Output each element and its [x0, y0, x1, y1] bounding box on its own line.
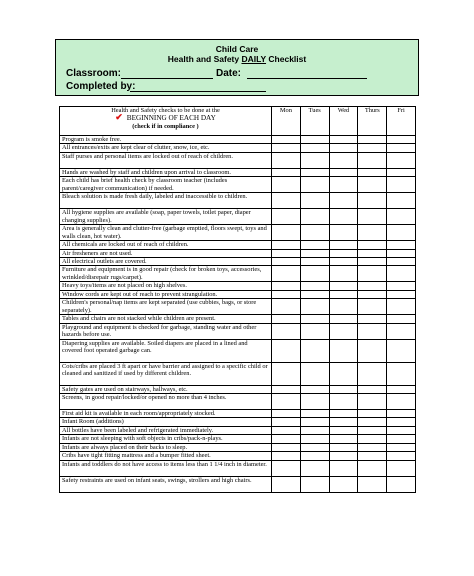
check-cell-wed[interactable]	[329, 443, 358, 451]
check-cell-tues[interactable]	[300, 435, 329, 443]
table-row	[60, 385, 416, 393]
check-cell-mon[interactable]	[272, 410, 301, 418]
day-header-thurs: Thurs	[358, 107, 387, 136]
check-cell-wed[interactable]	[329, 241, 358, 249]
check-cell-wed[interactable]	[329, 315, 358, 323]
checklist-item: Furniture and equipment is in good repair (check for broken toys, accessories, wrinkled/disrepair rugs/carpet).	[60, 266, 272, 282]
table-row	[60, 282, 416, 290]
header-title-line2	[56, 54, 418, 64]
checklist-item: Heavy toys/items are not placed on high shelves.	[60, 282, 272, 290]
check-cell-fri[interactable]	[387, 299, 416, 315]
checklist-item: Air fresheners are not used.	[60, 249, 272, 257]
check-cell-mon[interactable]	[272, 443, 301, 451]
check-cell-wed[interactable]	[329, 266, 358, 282]
check-cell-mon[interactable]	[272, 144, 301, 152]
check-cell-fri[interactable]	[387, 152, 416, 168]
check-cell-tues[interactable]	[300, 460, 329, 476]
table-row	[60, 136, 416, 144]
check-cell-thurs[interactable]	[358, 435, 387, 443]
classroom-field[interactable]	[121, 78, 213, 79]
check-cell-wed[interactable]	[329, 258, 358, 266]
check-cell-tues[interactable]	[300, 168, 329, 176]
check-cell-thurs[interactable]	[358, 299, 387, 315]
heading-line1: Health and Safety checks to be done at the	[111, 107, 220, 114]
check-cell-wed[interactable]	[329, 168, 358, 176]
table-row	[60, 177, 416, 193]
check-cell-tues[interactable]	[300, 144, 329, 152]
check-cell-mon[interactable]	[272, 385, 301, 393]
check-cell-mon[interactable]	[272, 152, 301, 168]
checklist-item: Infants are always placed on their backs to sleep.	[60, 443, 272, 451]
table-row	[60, 225, 416, 241]
check-cell-thurs[interactable]	[358, 168, 387, 176]
check-cell-tues[interactable]	[300, 249, 329, 257]
check-cell-wed[interactable]	[329, 452, 358, 460]
check-cell-wed[interactable]	[329, 385, 358, 393]
check-cell-tues[interactable]	[300, 258, 329, 266]
check-cell-fri[interactable]	[387, 315, 416, 323]
check-cell-mon[interactable]	[272, 426, 301, 434]
check-cell-fri[interactable]	[387, 323, 416, 339]
check-cell-tues[interactable]	[300, 209, 329, 225]
check-cell-fri[interactable]	[387, 258, 416, 266]
check-cell-thurs[interactable]	[358, 144, 387, 152]
checklist-item: Diapering supplies are available. Soiled diapers are placed in a lined and covered foot operated garbage can.	[60, 339, 272, 362]
check-cell-thurs[interactable]	[358, 339, 387, 362]
check-cell-thurs[interactable]	[358, 476, 387, 492]
checklist-item: Hands are washed by staff and children upon arrival to classroom.	[60, 168, 272, 176]
check-cell-thurs[interactable]	[358, 249, 387, 257]
checklist-item: Window cords are kept out of reach to prevent strangulation.	[60, 290, 272, 298]
checklist-item: All chemicals are locked out of reach of children.	[60, 241, 272, 249]
check-cell-wed[interactable]	[329, 282, 358, 290]
check-cell-fri[interactable]	[387, 362, 416, 385]
check-cell-mon[interactable]	[272, 258, 301, 266]
check-cell-fri[interactable]	[387, 136, 416, 144]
table-row	[60, 152, 416, 168]
check-cell-thurs[interactable]	[358, 209, 387, 225]
checklist-item: Cribs have tight fitting mattress and a bumper fitted sheet.	[60, 452, 272, 460]
check-cell-tues[interactable]	[300, 290, 329, 298]
title-part-post: Checklist	[266, 54, 307, 64]
table-row	[60, 460, 416, 476]
checklist-item: All bottles have been labeled and refrigerated immediately.	[60, 426, 272, 434]
check-cell-mon[interactable]	[272, 418, 301, 426]
table-row	[60, 323, 416, 339]
check-cell-wed[interactable]	[329, 177, 358, 193]
checklist-item: Playground and equipment is checked for garbage, standing water and other hazards before use.	[60, 323, 272, 339]
date-label: Date:	[216, 68, 242, 79]
check-cell-thurs[interactable]	[358, 266, 387, 282]
check-cell-mon[interactable]	[272, 225, 301, 241]
check-cell-fri[interactable]	[387, 426, 416, 434]
check-cell-thurs[interactable]	[358, 225, 387, 241]
check-cell-tues[interactable]	[300, 426, 329, 434]
check-cell-mon[interactable]	[272, 177, 301, 193]
check-cell-tues[interactable]	[300, 315, 329, 323]
check-cell-fri[interactable]	[387, 225, 416, 241]
check-cell-fri[interactable]	[387, 435, 416, 443]
heading-line2: BEGINNING OF EACH DAY	[126, 114, 216, 123]
section-heading: Infant Room (additions)	[60, 418, 272, 426]
check-cell-fri[interactable]	[387, 282, 416, 290]
table-row	[60, 435, 416, 443]
check-cell-thurs[interactable]	[358, 152, 387, 168]
checklist-item: Area is generally clean and clutter-free (garbage emptied, floors swept, toys and walls clean, hot water).	[60, 225, 272, 241]
check-cell-wed[interactable]	[329, 394, 358, 410]
checklist-item: Safety restraints are used on infant seats, swings, strollers and high chairs.	[60, 476, 272, 492]
checklist-item: Safety gates are used on stairways, hallways, etc.	[60, 385, 272, 393]
check-cell-thurs[interactable]	[358, 443, 387, 451]
table-row	[60, 209, 416, 225]
check-cell-tues[interactable]	[300, 410, 329, 418]
check-cell-thurs[interactable]	[358, 177, 387, 193]
checklist-item: All entrances/exits are kept clear of clutter, snow, ice, etc.	[60, 144, 272, 152]
checklist-item: First aid kit is available in each room/appropriately stocked.	[60, 410, 272, 418]
check-cell-wed[interactable]	[329, 323, 358, 339]
check-cell-wed[interactable]	[329, 152, 358, 168]
red-checkmark-icon: ✔	[115, 112, 123, 123]
check-cell-wed[interactable]	[329, 418, 358, 426]
check-cell-fri[interactable]	[387, 193, 416, 209]
check-cell-tues[interactable]	[300, 177, 329, 193]
checklist-item: Each child has brief health check by classroom teacher (includes parent/caregiver communication) if needed.	[60, 177, 272, 193]
check-cell-mon[interactable]	[272, 362, 301, 385]
table-row	[60, 241, 416, 249]
check-cell-thurs[interactable]	[358, 282, 387, 290]
table-row	[60, 290, 416, 298]
check-cell-fri[interactable]	[387, 209, 416, 225]
table-row	[60, 452, 416, 460]
check-cell-wed[interactable]	[329, 225, 358, 241]
check-cell-mon[interactable]	[272, 193, 301, 209]
check-cell-mon[interactable]	[272, 249, 301, 257]
table-row	[60, 266, 416, 282]
checklist-item: All hygiene supplies are available (soap, paper towels, toilet paper, diaper changing supplies).	[60, 209, 272, 225]
check-cell-fri[interactable]	[387, 394, 416, 410]
check-cell-thurs[interactable]	[358, 426, 387, 434]
check-cell-mon[interactable]	[272, 168, 301, 176]
table-row	[60, 249, 416, 257]
check-cell-tues[interactable]	[300, 323, 329, 339]
check-cell-fri[interactable]	[387, 241, 416, 249]
check-cell-mon[interactable]	[272, 241, 301, 249]
check-cell-fri[interactable]	[387, 144, 416, 152]
check-cell-mon[interactable]	[272, 323, 301, 339]
check-cell-fri[interactable]	[387, 443, 416, 451]
check-cell-tues[interactable]	[300, 418, 329, 426]
check-cell-fri[interactable]	[387, 290, 416, 298]
checklist-item: Infants are not sleeping with soft objects in cribs/pack-n-plays.	[60, 435, 272, 443]
check-cell-mon[interactable]	[272, 136, 301, 144]
table-row	[60, 315, 416, 323]
table-row	[60, 443, 416, 451]
title-part-pre: Health and Safety	[167, 54, 242, 64]
table-header-row	[60, 107, 416, 136]
check-cell-tues[interactable]	[300, 452, 329, 460]
check-cell-tues[interactable]	[300, 225, 329, 241]
table-row	[60, 258, 416, 266]
day-header-wed: Wed	[329, 107, 358, 136]
check-cell-mon[interactable]	[272, 290, 301, 298]
check-cell-wed[interactable]	[329, 209, 358, 225]
check-cell-tues[interactable]	[300, 193, 329, 209]
checklist-header	[55, 39, 419, 96]
check-cell-fri[interactable]	[387, 177, 416, 193]
check-cell-fri[interactable]	[387, 266, 416, 282]
check-cell-fri[interactable]	[387, 385, 416, 393]
check-cell-tues[interactable]	[300, 152, 329, 168]
table-row	[60, 193, 416, 209]
check-cell-tues[interactable]	[300, 476, 329, 492]
check-cell-tues[interactable]	[300, 443, 329, 451]
check-cell-fri[interactable]	[387, 339, 416, 362]
table-row	[60, 299, 416, 315]
check-cell-thurs[interactable]	[358, 323, 387, 339]
table-row	[60, 168, 416, 176]
check-cell-fri[interactable]	[387, 460, 416, 476]
check-cell-tues[interactable]	[300, 282, 329, 290]
check-cell-thurs[interactable]	[358, 452, 387, 460]
table-row	[60, 426, 416, 434]
check-cell-thurs[interactable]	[358, 258, 387, 266]
checklist-item: Staff purses and personal items are locked out of reach of children.	[60, 152, 272, 168]
check-cell-thurs[interactable]	[358, 410, 387, 418]
check-cell-mon[interactable]	[272, 282, 301, 290]
check-cell-mon[interactable]	[272, 394, 301, 410]
day-header-fri: Fri	[387, 107, 416, 136]
check-cell-fri[interactable]	[387, 476, 416, 492]
checklist-item: Bleach solution is made fresh daily, labeled and inaccessible to children.	[60, 193, 272, 209]
check-cell-wed[interactable]	[329, 249, 358, 257]
check-cell-wed[interactable]	[329, 144, 358, 152]
check-cell-thurs[interactable]	[358, 136, 387, 144]
check-cell-tues[interactable]	[300, 362, 329, 385]
check-cell-mon[interactable]	[272, 315, 301, 323]
checklist-item: Screens, in good repair/locked/or opened no more than 4 inches.	[60, 394, 272, 410]
title-part-daily: DAILY	[241, 54, 267, 64]
check-cell-wed[interactable]	[329, 460, 358, 476]
checklist-item: Infants and toddlers do not have access to items less than 1 1/4 inch in diameter.	[60, 460, 272, 476]
checklist-item: Program is smoke free.	[60, 136, 272, 144]
check-cell-wed[interactable]	[329, 476, 358, 492]
check-cell-wed[interactable]	[329, 193, 358, 209]
check-cell-thurs[interactable]	[358, 290, 387, 298]
check-cell-mon[interactable]	[272, 452, 301, 460]
check-cell-mon[interactable]	[272, 299, 301, 315]
check-cell-tues[interactable]	[300, 266, 329, 282]
date-field[interactable]	[247, 78, 367, 79]
table-row	[60, 476, 416, 492]
check-cell-fri[interactable]	[387, 168, 416, 176]
checklist-item: All electrical outlets are covered.	[60, 258, 272, 266]
check-cell-wed[interactable]	[329, 410, 358, 418]
check-cell-thurs[interactable]	[358, 241, 387, 249]
check-cell-tues[interactable]	[300, 394, 329, 410]
check-cell-tues[interactable]	[300, 299, 329, 315]
completed-by-field[interactable]	[130, 91, 266, 92]
header-title-line1: Child Care	[215, 44, 259, 54]
day-header-tues: Tues	[300, 107, 329, 136]
check-cell-wed[interactable]	[329, 426, 358, 434]
check-cell-fri[interactable]	[387, 452, 416, 460]
check-cell-wed[interactable]	[329, 290, 358, 298]
check-cell-mon[interactable]	[272, 266, 301, 282]
table-row	[60, 339, 416, 362]
check-cell-thurs[interactable]	[358, 418, 387, 426]
check-cell-wed[interactable]	[329, 339, 358, 362]
check-cell-wed[interactable]	[329, 299, 358, 315]
checklist-item: Children's personal/nap items are kept separated (use cubbies, bags, or store separately).	[60, 299, 272, 315]
check-cell-thurs[interactable]	[358, 193, 387, 209]
check-cell-mon[interactable]	[272, 209, 301, 225]
check-cell-tues[interactable]	[300, 241, 329, 249]
check-cell-thurs[interactable]	[358, 362, 387, 385]
check-cell-mon[interactable]	[272, 460, 301, 476]
check-cell-thurs[interactable]	[358, 394, 387, 410]
check-cell-thurs[interactable]	[358, 315, 387, 323]
table-row	[60, 362, 416, 385]
heading-line3: (check if in compliance )	[132, 122, 199, 130]
table-row	[60, 418, 416, 426]
check-cell-mon[interactable]	[272, 476, 301, 492]
table-row	[60, 144, 416, 152]
check-cell-wed[interactable]	[329, 362, 358, 385]
check-cell-mon[interactable]	[272, 339, 301, 362]
check-cell-mon[interactable]	[272, 435, 301, 443]
check-cell-fri[interactable]	[387, 418, 416, 426]
check-cell-wed[interactable]	[329, 136, 358, 144]
check-cell-tues[interactable]	[300, 136, 329, 144]
table-row	[60, 394, 416, 410]
items-column-header	[60, 107, 272, 136]
check-cell-thurs[interactable]	[358, 460, 387, 476]
completed-by-label: Completed by:	[66, 81, 136, 92]
check-cell-fri[interactable]	[387, 410, 416, 418]
check-cell-tues[interactable]	[300, 385, 329, 393]
checklist-item: Cots/cribs are placed 3 ft apart or have barrier and assigned to a specific child or cleaned and sanitized if used by different children.	[60, 362, 272, 385]
classroom-label: Classroom:	[66, 68, 122, 79]
check-cell-tues[interactable]	[300, 339, 329, 362]
table-row	[60, 410, 416, 418]
check-cell-fri[interactable]	[387, 249, 416, 257]
check-cell-wed[interactable]	[329, 435, 358, 443]
checklist-table	[59, 106, 416, 493]
check-cell-thurs[interactable]	[358, 385, 387, 393]
checklist-item: Tables and chairs are not stacked while children are present.	[60, 315, 272, 323]
day-header-mon: Mon	[272, 107, 301, 136]
